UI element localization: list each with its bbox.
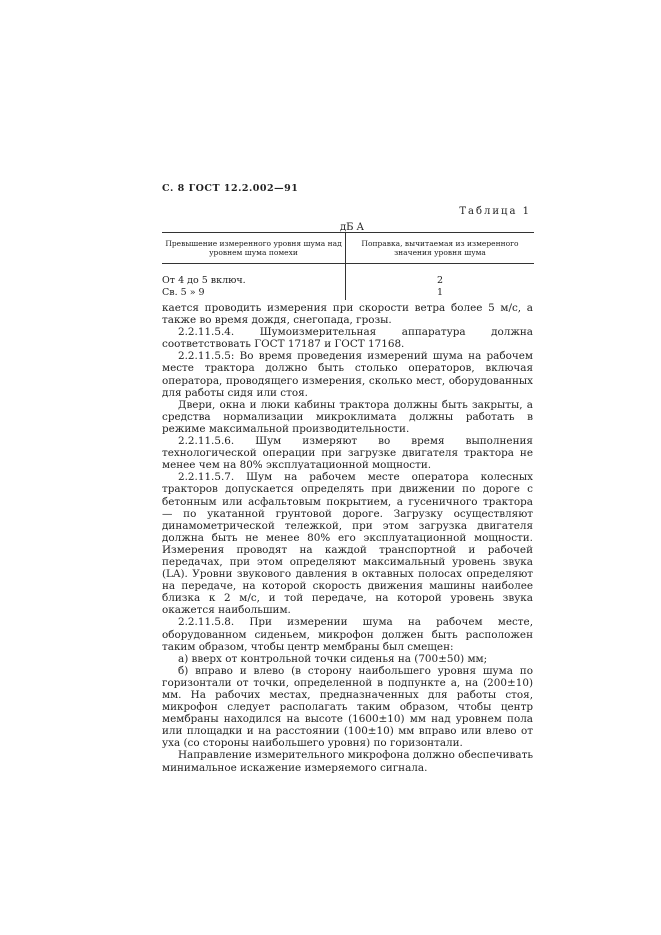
- paragraph: кается проводить измерения при скорости ветра более 5 м/с, а также во время дождя, снегопада, грозы.: [162, 302, 533, 327]
- paragraph: Двери, окна и люки кабины трактора должны быть закрыты, а средства нормализации микроклимата должны работать в режиме максимальной производительности.: [162, 398, 533, 435]
- page-header: С. 8 ГОСТ 12.2.002—91: [162, 183, 299, 194]
- table-row-range: Св. 5 » 9: [162, 286, 205, 298]
- table-row-range: От 4 до 5 включ.: [162, 275, 246, 286]
- table-row-correction: 1: [436, 286, 444, 298]
- body-text: [162, 302, 533, 774]
- paragraph: 2.2.11.5.7. Шум на рабочем месте оператора колесных тракторов допускается определять при движении по дороге с бетонным или асфальтовым покрытием, а гусеничного трактора — по укатанной грунтовой дороге. Загрузку осуществляют динамометрической тележкой, при этом загрузка двигателя должна быть не менее 80% его эксплуатационной мощности. Измерения проводят на каждой транспортной и рабочей передачах, при этом определяют максимальный уровень звука (LA). Уровни звукового давления в октавных полосах определяют на передаче, на которой скорость движения машины наиболее близка к 2 м/с, и той передаче, на которой уровень звука окажется наибольшим.: [162, 471, 533, 617]
- paragraph: 2.2.11.5.4. Шумоизмерительная аппаратура должна соответствовать ГОСТ 17187 и ГОСТ 17168.: [162, 326, 533, 351]
- col1-header: Превышение измеренного уровня шума над уровнем шума помехи: [165, 239, 342, 257]
- table-body: [162, 264, 534, 300]
- correction-table: [162, 232, 534, 300]
- paragraph: б) вправо и влево (в сторону наибольшего уровня шума по горизонтали от точки, определенной в подпункте а, на (200±10) мм. На рабочих местах, предназначенных для работы стоя, микрофон следует располагать таким образом, чтобы центр мембраны находился на высоте (1600±10) мм над уровнем пола или площадки и на расстоянии (100±10) мм вправо или влево от уха (со стороны наибольшего уровня) по горизонтали.: [162, 664, 533, 750]
- table-row-correction: 2: [436, 275, 444, 286]
- table-caption: Таблица 1: [459, 206, 531, 217]
- paragraph: 2.2.11.5.8. При измерении шума на рабочем месте, оборудованном сиденьем, микрофон должен быть расположен таким образом, чтобы центр мембраны был смещен:: [162, 616, 533, 653]
- table-unit: дБ A: [340, 222, 364, 233]
- table-header-row: [162, 233, 534, 263]
- paragraph: 2.2.11.5.5: Во время проведения измерений шума на рабочем месте трактора должно быть столько операторов, включая оператора, проводящего измерения, сколько мест, оборудованных для работы сидя или стоя.: [162, 350, 533, 399]
- paragraph: 2.2.11.5.6. Шум измеряют во время выполнения технологической операции при загрузке двигателя трактора не менее чем на 80% эксплуатационной мощности.: [162, 435, 533, 472]
- paragraph: Направление измерительного микрофона должно обеспечивать минимальное искажение измеряемого сигнала.: [162, 749, 533, 774]
- paragraph: а) вверх от контрольной точки сиденья на (700±50) мм;: [178, 652, 488, 665]
- col2-header: Поправка, вычитаемая из измеренного значения уровня шума: [345, 233, 534, 263]
